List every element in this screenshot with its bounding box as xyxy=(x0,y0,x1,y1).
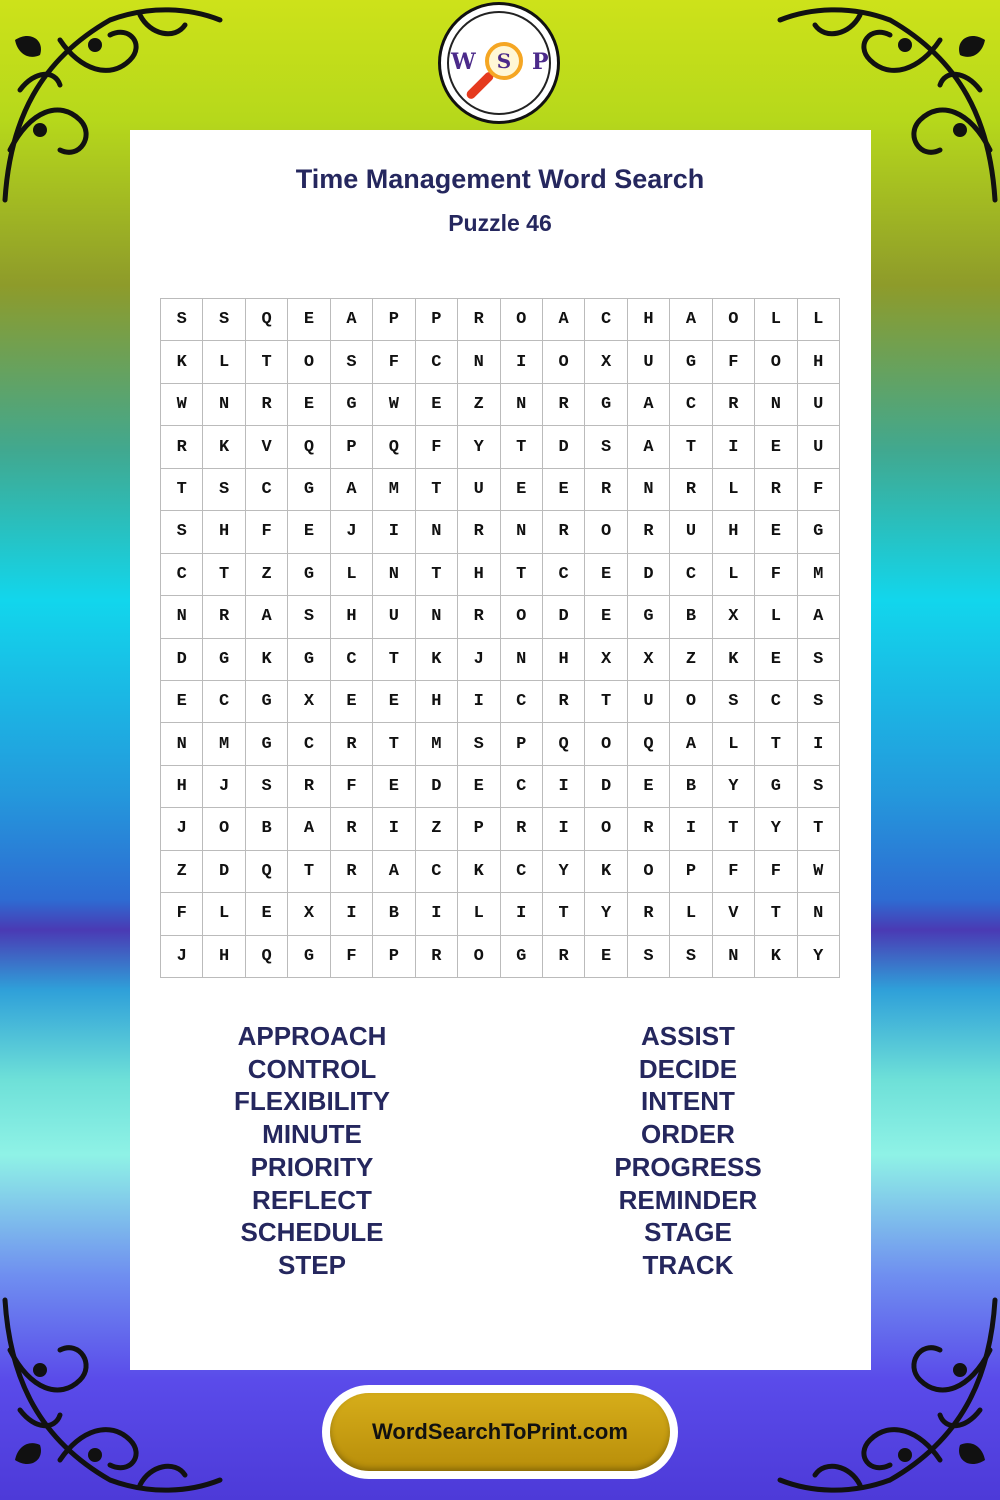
grid-cell[interactable]: A xyxy=(373,851,415,893)
grid-cell[interactable]: R xyxy=(331,723,373,765)
grid-cell[interactable]: W xyxy=(161,384,203,426)
grid-cell[interactable]: G xyxy=(628,596,670,638)
grid-cell[interactable]: N xyxy=(416,596,458,638)
grid-cell[interactable]: H xyxy=(161,766,203,808)
grid-cell[interactable]: H xyxy=(543,639,585,681)
grid-cell[interactable]: E xyxy=(755,511,797,553)
grid-cell[interactable]: F xyxy=(161,893,203,935)
grid-cell[interactable]: R xyxy=(628,893,670,935)
grid-cell[interactable]: R xyxy=(416,936,458,978)
grid-cell[interactable]: E xyxy=(585,554,627,596)
grid-cell[interactable]: T xyxy=(416,554,458,596)
grid-cell[interactable]: S xyxy=(161,299,203,341)
grid-cell[interactable]: T xyxy=(501,554,543,596)
grid-cell[interactable]: E xyxy=(288,299,330,341)
grid-cell[interactable]: K xyxy=(416,639,458,681)
grid-cell[interactable]: L xyxy=(203,893,245,935)
grid-cell[interactable]: H xyxy=(203,936,245,978)
grid-cell[interactable]: G xyxy=(288,469,330,511)
grid-cell[interactable]: F xyxy=(713,341,755,383)
grid-cell[interactable]: F xyxy=(416,426,458,468)
grid-cell[interactable]: T xyxy=(755,723,797,765)
grid-cell[interactable]: S xyxy=(798,681,840,723)
grid-cell[interactable]: O xyxy=(628,851,670,893)
grid-cell[interactable]: R xyxy=(628,511,670,553)
grid-cell[interactable]: J xyxy=(203,766,245,808)
word-list-item: MINUTE xyxy=(262,1119,362,1150)
grid-cell[interactable]: F xyxy=(798,469,840,511)
grid-cell[interactable]: C xyxy=(331,639,373,681)
grid-cell[interactable]: B xyxy=(373,893,415,935)
page-title: Time Management Word Search xyxy=(295,164,705,194)
grid-cell[interactable]: H xyxy=(331,596,373,638)
grid-cell[interactable]: L xyxy=(713,554,755,596)
grid-cell[interactable]: A xyxy=(543,299,585,341)
grid-cell[interactable]: R xyxy=(458,299,500,341)
grid-cell[interactable]: S xyxy=(798,639,840,681)
grid-cell[interactable]: F xyxy=(713,851,755,893)
grid-cell[interactable]: N xyxy=(501,639,543,681)
grid-cell[interactable]: D xyxy=(585,766,627,808)
grid-cell[interactable]: H xyxy=(798,341,840,383)
grid-cell[interactable]: G xyxy=(288,554,330,596)
grid-cell[interactable]: D xyxy=(543,596,585,638)
grid-cell[interactable]: U xyxy=(670,511,712,553)
grid-cell[interactable]: G xyxy=(246,723,288,765)
grid-cell[interactable]: B xyxy=(670,596,712,638)
grid-cell[interactable]: S xyxy=(713,681,755,723)
grid-cell[interactable]: S xyxy=(585,426,627,468)
grid-cell[interactable]: L xyxy=(458,893,500,935)
grid-cell[interactable]: A xyxy=(670,723,712,765)
grid-cell[interactable]: I xyxy=(501,893,543,935)
grid-cell[interactable]: E xyxy=(373,766,415,808)
grid-cell[interactable]: N xyxy=(501,511,543,553)
grid-cell[interactable]: R xyxy=(543,384,585,426)
word-list-item: REFLECT xyxy=(252,1184,372,1215)
grid-cell[interactable]: R xyxy=(543,936,585,978)
grid-cell[interactable]: S xyxy=(331,341,373,383)
grid-cell[interactable]: E xyxy=(585,936,627,978)
grid-cell[interactable]: T xyxy=(798,808,840,850)
grid-cell[interactable]: F xyxy=(755,554,797,596)
grid-cell[interactable]: E xyxy=(288,511,330,553)
grid-cell[interactable]: N xyxy=(755,384,797,426)
word-list-item: STEP xyxy=(278,1249,346,1280)
grid-cell[interactable]: H xyxy=(713,511,755,553)
grid-cell[interactable]: Y xyxy=(585,893,627,935)
grid-cell[interactable]: A xyxy=(288,808,330,850)
grid-cell[interactable]: C xyxy=(203,681,245,723)
grid-cell[interactable]: J xyxy=(458,639,500,681)
grid-cell[interactable]: F xyxy=(246,511,288,553)
grid-cell[interactable]: G xyxy=(203,639,245,681)
grid-cell[interactable]: A xyxy=(331,469,373,511)
grid-cell[interactable]: C xyxy=(501,851,543,893)
grid-cell[interactable]: T xyxy=(288,851,330,893)
grid-cell[interactable]: B xyxy=(246,808,288,850)
grid-cell[interactable]: S xyxy=(628,936,670,978)
grid-cell[interactable]: O xyxy=(585,808,627,850)
grid-cell[interactable]: T xyxy=(246,341,288,383)
grid-cell[interactable]: R xyxy=(458,511,500,553)
word-list-item: ASSIST xyxy=(641,1021,735,1051)
grid-cell[interactable]: G xyxy=(288,936,330,978)
grid-cell[interactable]: I xyxy=(670,808,712,850)
grid-cell[interactable]: L xyxy=(798,299,840,341)
grid-cell[interactable]: V xyxy=(713,893,755,935)
grid-cell[interactable]: H xyxy=(458,554,500,596)
grid-cell[interactable]: O xyxy=(203,808,245,850)
grid-cell[interactable]: Q xyxy=(246,936,288,978)
grid-cell[interactable]: K xyxy=(585,851,627,893)
grid-cell[interactable]: G xyxy=(585,384,627,426)
grid-cell[interactable]: R xyxy=(755,469,797,511)
word-list-item: PROGRESS xyxy=(614,1151,762,1182)
grid-cell[interactable]: R xyxy=(161,426,203,468)
grid-cell[interactable]: C xyxy=(416,341,458,383)
logo-letter-p: P xyxy=(532,49,549,75)
grid-cell[interactable]: N xyxy=(161,596,203,638)
grid-cell[interactable]: K xyxy=(713,639,755,681)
grid-cell[interactable]: D xyxy=(161,639,203,681)
grid-cell[interactable]: R xyxy=(543,511,585,553)
grid-cell[interactable]: D xyxy=(628,554,670,596)
grid-cell[interactable]: Q xyxy=(543,723,585,765)
grid-cell[interactable]: R xyxy=(331,851,373,893)
grid-cell[interactable]: L xyxy=(713,469,755,511)
wsp-logo xyxy=(438,2,560,124)
grid-cell[interactable]: E xyxy=(755,639,797,681)
grid-cell[interactable]: Y xyxy=(458,426,500,468)
grid-cell[interactable]: S xyxy=(798,766,840,808)
grid-cell[interactable]: E xyxy=(288,384,330,426)
grid-cell[interactable]: S xyxy=(458,723,500,765)
grid-cell[interactable]: K xyxy=(458,851,500,893)
grid-cell[interactable]: C xyxy=(755,681,797,723)
magnifier-icon: S xyxy=(485,42,523,80)
word-list-item: DECIDE xyxy=(638,1053,738,1084)
grid-cell[interactable]: T xyxy=(713,808,755,850)
grid-cell[interactable]: R xyxy=(628,808,670,850)
grid-cell[interactable]: T xyxy=(373,723,415,765)
grid-cell[interactable]: P xyxy=(670,851,712,893)
grid-cell[interactable]: E xyxy=(585,596,627,638)
grid-cell[interactable]: T xyxy=(585,681,627,723)
grid-cell[interactable]: O xyxy=(585,723,627,765)
grid-cell[interactable]: O xyxy=(755,341,797,383)
grid-cell[interactable]: S xyxy=(161,511,203,553)
grid-cell[interactable]: N xyxy=(203,384,245,426)
grid-cell[interactable]: L xyxy=(203,341,245,383)
grid-cell[interactable]: E xyxy=(416,384,458,426)
grid-cell[interactable]: L xyxy=(713,723,755,765)
grid-cell[interactable]: I xyxy=(331,893,373,935)
grid-cell[interactable]: C xyxy=(501,681,543,723)
grid-cell[interactable]: D xyxy=(543,426,585,468)
grid-cell[interactable]: G xyxy=(246,681,288,723)
grid-cell[interactable]: O xyxy=(501,596,543,638)
grid-cell[interactable]: G xyxy=(288,639,330,681)
grid-cell[interactable]: Y xyxy=(713,766,755,808)
grid-cell[interactable]: R xyxy=(288,766,330,808)
grid-cell[interactable]: T xyxy=(543,893,585,935)
grid-cell[interactable]: Q xyxy=(288,426,330,468)
grid-cell[interactable]: Y xyxy=(543,851,585,893)
grid-cell[interactable]: G xyxy=(670,341,712,383)
grid-cell[interactable]: I xyxy=(501,341,543,383)
grid-cell[interactable]: X xyxy=(288,893,330,935)
grid-cell[interactable]: R xyxy=(585,469,627,511)
grid-cell[interactable]: S xyxy=(203,469,245,511)
grid-cell[interactable]: O xyxy=(585,511,627,553)
grid-cell[interactable]: K xyxy=(246,639,288,681)
word-list-item: CONTROL xyxy=(247,1053,377,1084)
grid-cell[interactable]: N xyxy=(713,936,755,978)
word-list-item: ORDER xyxy=(641,1119,735,1150)
grid-cell[interactable]: O xyxy=(501,299,543,341)
grid-cell[interactable]: O xyxy=(288,341,330,383)
grid-cell[interactable]: A xyxy=(670,299,712,341)
grid-cell[interactable]: N xyxy=(373,554,415,596)
grid-cell[interactable]: C xyxy=(416,851,458,893)
word-list-item: FLEXIBILITY xyxy=(234,1086,390,1117)
grid-cell[interactable]: Q xyxy=(246,299,288,341)
grid-cell[interactable]: B xyxy=(670,766,712,808)
grid-cell[interactable]: I xyxy=(373,808,415,850)
word-list-left xyxy=(162,1020,462,1282)
site-badge[interactable] xyxy=(322,1385,678,1479)
grid-cell[interactable]: N xyxy=(161,723,203,765)
grid-cell[interactable]: C xyxy=(543,554,585,596)
grid-cell[interactable]: I xyxy=(543,808,585,850)
word-list-item: INTENT xyxy=(641,1086,735,1117)
grid-cell[interactable]: L xyxy=(755,299,797,341)
grid-cell[interactable]: R xyxy=(203,596,245,638)
word-list-right xyxy=(538,1020,838,1282)
grid-cell[interactable]: E xyxy=(246,893,288,935)
grid-cell[interactable]: P xyxy=(501,723,543,765)
grid-cell[interactable]: U xyxy=(373,596,415,638)
grid-cell[interactable]: O xyxy=(543,341,585,383)
grid-cell[interactable]: O xyxy=(670,681,712,723)
grid-cell[interactable]: R xyxy=(246,384,288,426)
grid-cell[interactable]: T xyxy=(501,426,543,468)
site-link[interactable]: WordSearchToPrint.com xyxy=(330,1393,670,1471)
logo-letter-w: W xyxy=(451,49,476,75)
grid-cell[interactable]: U xyxy=(798,426,840,468)
grid-cell[interactable]: F xyxy=(755,851,797,893)
grid-cell[interactable]: O xyxy=(458,936,500,978)
grid-cell[interactable]: H xyxy=(628,299,670,341)
grid-cell[interactable]: T xyxy=(670,426,712,468)
grid-cell[interactable]: G xyxy=(501,936,543,978)
grid-cell[interactable]: E xyxy=(755,426,797,468)
grid-cell[interactable]: S xyxy=(670,936,712,978)
grid-cell[interactable]: D xyxy=(416,766,458,808)
grid-cell[interactable]: S xyxy=(288,596,330,638)
grid-cell[interactable]: U xyxy=(798,384,840,426)
grid-cell[interactable]: Z xyxy=(458,384,500,426)
grid-cell[interactable]: R xyxy=(713,384,755,426)
grid-cell[interactable]: A xyxy=(246,596,288,638)
grid-cell[interactable]: Z xyxy=(246,554,288,596)
grid-cell[interactable]: N xyxy=(628,469,670,511)
grid-cell[interactable]: F xyxy=(331,936,373,978)
grid-cell[interactable]: G xyxy=(331,384,373,426)
grid-cell[interactable]: N xyxy=(458,341,500,383)
grid-cell[interactable]: Q xyxy=(246,851,288,893)
grid-cell[interactable]: Y xyxy=(798,936,840,978)
grid-cell[interactable]: M xyxy=(416,723,458,765)
grid-cell[interactable]: P xyxy=(416,299,458,341)
grid-cell[interactable]: C xyxy=(501,766,543,808)
grid-cell[interactable]: Q xyxy=(373,426,415,468)
grid-cell[interactable]: U xyxy=(458,469,500,511)
grid-cell[interactable]: E xyxy=(628,766,670,808)
grid-cell[interactable]: M xyxy=(798,554,840,596)
grid-cell[interactable]: H xyxy=(203,511,245,553)
word-list-item: STAGE xyxy=(644,1217,732,1248)
grid-cell[interactable]: R xyxy=(670,469,712,511)
grid-cell[interactable]: R xyxy=(458,596,500,638)
grid-cell[interactable]: E xyxy=(161,681,203,723)
word-list-item: APPROACH xyxy=(237,1021,387,1051)
grid-cell[interactable]: X xyxy=(713,596,755,638)
grid-cell[interactable]: E xyxy=(501,469,543,511)
grid-cell[interactable]: G xyxy=(798,511,840,553)
letter-grid xyxy=(160,298,840,978)
grid-cell[interactable]: N xyxy=(416,511,458,553)
grid-cell[interactable]: I xyxy=(798,723,840,765)
grid-cell[interactable]: R xyxy=(331,808,373,850)
grid-cell[interactable]: H xyxy=(416,681,458,723)
grid-cell[interactable]: Z xyxy=(161,851,203,893)
grid-cell[interactable]: M xyxy=(203,723,245,765)
grid-cell[interactable]: I xyxy=(458,681,500,723)
grid-cell[interactable]: I xyxy=(543,766,585,808)
grid-cell[interactable]: C xyxy=(161,554,203,596)
grid-cell[interactable]: C xyxy=(246,469,288,511)
word-list-item: REMINDER xyxy=(618,1184,758,1215)
word-list-item: PRIORITY xyxy=(250,1151,374,1182)
grid-cell[interactable]: A xyxy=(628,426,670,468)
grid-cell[interactable]: I xyxy=(713,426,755,468)
grid-cell[interactable]: I xyxy=(416,893,458,935)
grid-cell[interactable]: E xyxy=(331,681,373,723)
grid-cell[interactable]: P xyxy=(373,936,415,978)
grid-cell[interactable]: M xyxy=(373,469,415,511)
grid-cell[interactable]: C xyxy=(585,299,627,341)
grid-cell[interactable]: W xyxy=(798,851,840,893)
grid-cell[interactable]: S xyxy=(203,299,245,341)
grid-cell[interactable]: R xyxy=(501,808,543,850)
grid-cell[interactable]: P xyxy=(458,808,500,850)
grid-cell[interactable]: X xyxy=(585,341,627,383)
grid-cell[interactable]: J xyxy=(161,936,203,978)
grid-cell[interactable]: Q xyxy=(628,723,670,765)
grid-cell[interactable]: A xyxy=(798,596,840,638)
grid-cell[interactable]: R xyxy=(543,681,585,723)
grid-cell[interactable]: V xyxy=(246,426,288,468)
grid-cell[interactable]: F xyxy=(373,341,415,383)
grid-cell[interactable]: L xyxy=(670,893,712,935)
grid-cell[interactable]: C xyxy=(670,384,712,426)
grid-cell[interactable]: T xyxy=(416,469,458,511)
grid-cell[interactable]: D xyxy=(203,851,245,893)
grid-cell[interactable]: T xyxy=(203,554,245,596)
grid-cell[interactable]: E xyxy=(373,681,415,723)
grid-cell[interactable]: Y xyxy=(755,808,797,850)
grid-cell[interactable]: U xyxy=(628,341,670,383)
grid-cell[interactable]: E xyxy=(458,766,500,808)
grid-cell[interactable]: J xyxy=(161,808,203,850)
grid-cell[interactable]: F xyxy=(331,766,373,808)
grid-cell[interactable]: T xyxy=(755,893,797,935)
grid-cell[interactable]: P xyxy=(373,299,415,341)
grid-cell[interactable]: C xyxy=(670,554,712,596)
grid-cell[interactable]: U xyxy=(628,681,670,723)
grid-cell[interactable]: X xyxy=(288,681,330,723)
grid-cell[interactable]: G xyxy=(755,766,797,808)
grid-cell[interactable]: K xyxy=(161,341,203,383)
grid-cell[interactable]: E xyxy=(543,469,585,511)
grid-cell[interactable]: N xyxy=(501,384,543,426)
grid-cell[interactable]: X xyxy=(628,639,670,681)
grid-cell[interactable]: J xyxy=(331,511,373,553)
grid-cell[interactable]: K xyxy=(755,936,797,978)
puzzle-number: Puzzle 46 xyxy=(448,210,552,236)
grid-cell[interactable]: A xyxy=(628,384,670,426)
grid-cell[interactable]: N xyxy=(798,893,840,935)
grid-cell[interactable]: P xyxy=(331,426,373,468)
grid-cell[interactable]: L xyxy=(755,596,797,638)
word-list-item: TRACK xyxy=(642,1249,734,1280)
grid-cell[interactable]: X xyxy=(585,639,627,681)
grid-cell[interactable]: O xyxy=(713,299,755,341)
grid-cell[interactable]: Z xyxy=(670,639,712,681)
grid-cell[interactable]: K xyxy=(203,426,245,468)
word-list-item: SCHEDULE xyxy=(240,1217,384,1248)
grid-cell[interactable]: Z xyxy=(416,808,458,850)
grid-cell[interactable]: S xyxy=(246,766,288,808)
grid-cell[interactable]: C xyxy=(288,723,330,765)
grid-cell[interactable]: A xyxy=(331,299,373,341)
grid-cell[interactable]: W xyxy=(373,384,415,426)
grid-cell[interactable]: T xyxy=(161,469,203,511)
grid-cell[interactable]: T xyxy=(373,639,415,681)
grid-cell[interactable]: I xyxy=(373,511,415,553)
grid-cell[interactable]: L xyxy=(331,554,373,596)
